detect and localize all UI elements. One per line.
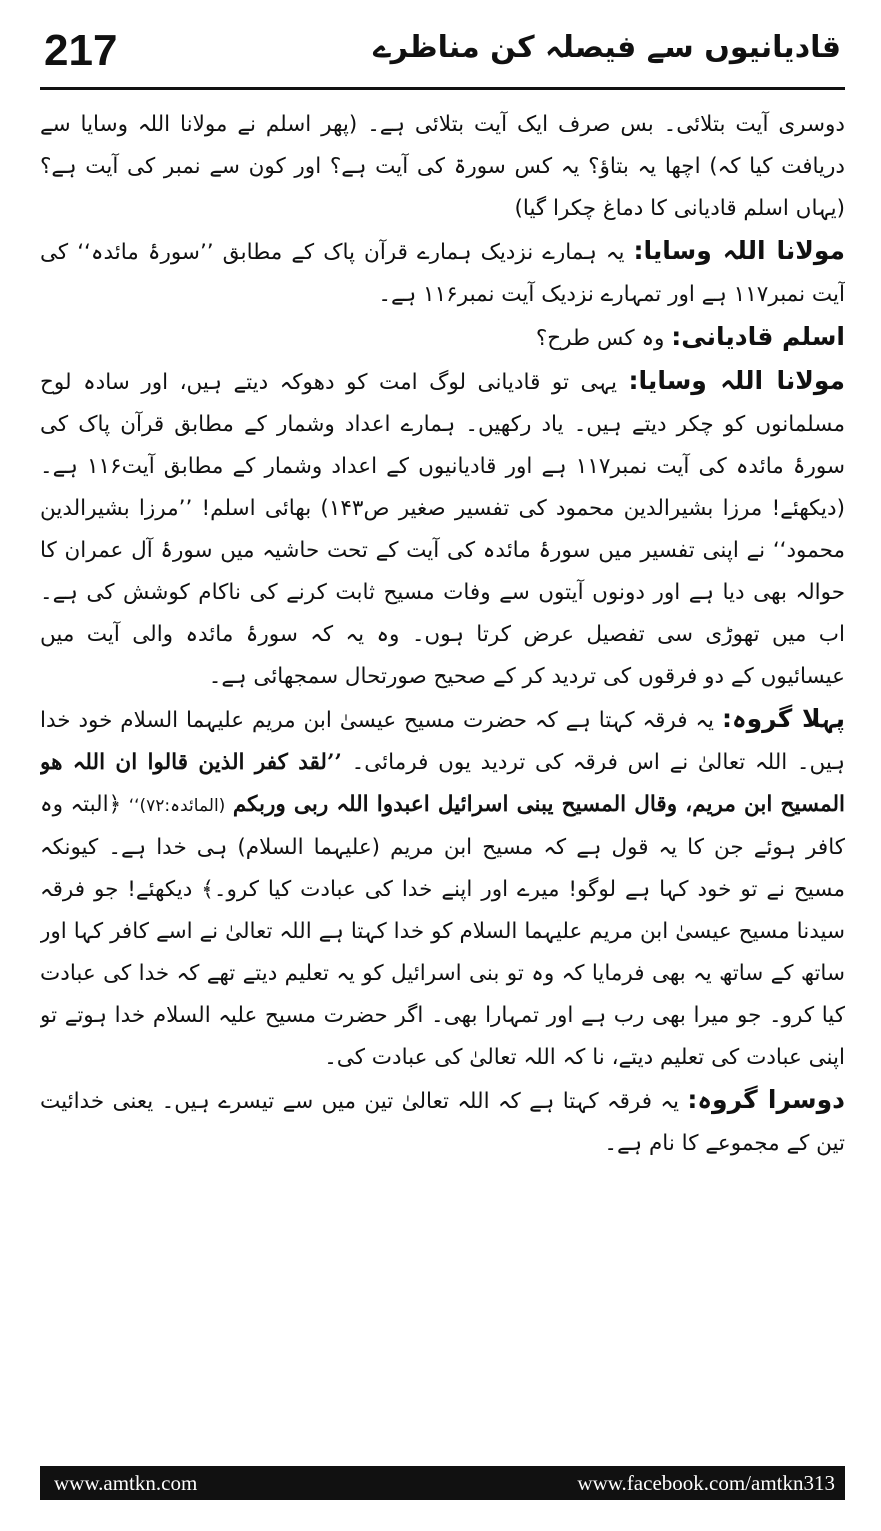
body-text: [40, 104, 845, 1444]
speaker-label: مولانا اللہ وسایا:: [633, 236, 845, 265]
verse-translation: ﴿البتہ وہ کافر ہوئے جن کا یہ قول ہے کہ مسیح ابن مریم (علیہما السلام) ہی خدا ہے۔ کیونکہ مسیح نے تو خود کہا ہے لوگو! میرے اور اپنے خدا کی عبادت کیا کرو۔﴾ دیکھئے! جو فرقہ سیدنا مسیح عیسیٰ ابن مریم علیہما السلام کو خدا کہتا ہے اللہ تعالیٰ نے اسے کافر کہا اور ساتھ کے ساتھ یہ بھی فرمایا کہ وہ تو بنی اسرائیل کو یہ تعلیم دیتے تھے کہ خدا کی عبادت کیا کرو۔ جو میرا بھی رب ہے اور تمہارا بھی۔ اگر حضرت مسیح علیہ السلام خدا ہوتے تو اپنی عبادت کی تعلیم دیتے، نا کہ اللہ تعالیٰ کی عبادت کی۔: [40, 792, 845, 1070]
page-footer: [40, 1466, 845, 1500]
speaker-label: اسلم قادیانی:: [671, 322, 845, 351]
paragraph-4: [40, 360, 845, 698]
paragraph-5: [40, 698, 845, 1079]
paragraph-6: [40, 1079, 845, 1165]
speaker-label: پہلا گروہ:: [721, 704, 845, 733]
paragraph-2: [40, 230, 845, 316]
paragraph-text: وہ کس طرح؟: [535, 326, 665, 351]
paragraph-3: [40, 316, 845, 360]
paragraph-text: یہ فرقہ کہتا ہے کہ اللہ تعالیٰ تین میں سے تیسرے ہیں۔ یعنی خدائیت تین کے مجموعے کا نام ہے۔: [40, 1089, 845, 1156]
speaker-label: دوسرا گروہ:: [687, 1085, 845, 1114]
header-rule: [40, 87, 845, 90]
facebook-link[interactable]: www.facebook.com/amtkn313: [577, 1471, 835, 1495]
speaker-label: مولانا اللہ وسایا:: [628, 366, 845, 395]
running-title: قادیانیوں سے فیصلہ کن مناظرے: [373, 30, 841, 65]
paragraph-text: یہ فرقہ کہتا ہے کہ حضرت مسیح عیسیٰ ابن مریم علیہما السلام خود خدا ہیں۔ اللہ تعالیٰ نے اس فرقہ کی تردید یوں فرمائی۔: [40, 708, 845, 775]
paragraph-text: یہ ہمارے نزدیک ہمارے قرآن پاک کے مطابق ’’سورۂ مائدہ‘‘ کی آیت نمبر۱۱۷ ہے اور تمہارے نزدیک آیت نمبر۱۱۶ ہے۔: [40, 240, 845, 307]
page-header: [40, 22, 845, 90]
website-link[interactable]: www.amtkn.com: [54, 1471, 198, 1495]
verse-reference: (المائدہ:۷۲)‘‘: [128, 796, 226, 816]
paragraph-text: یہی تو قادیانی لوگ امت کو دھوکہ دیتے ہیں، اور سادہ لوح مسلمانوں کو چکر دیتے ہیں۔ یاد رکھیں۔ ہمارے اعداد وشمار کے مطابق قرآن پاک کی سورۂ مائدہ کی آیت نمبر۱۱۷ ہے اور قادیانیوں کے اعداد وشمار کے مطابق آیت۱۱۶ ہے۔ (دیکھئے! مرزا بشیرالدین محمود کی تفسیر صغیر ص۱۴۳) بھائی اسلم! ’’مرزا بشیرالدین محمود‘‘ نے اپنی تفسیر میں سورۂ مائدہ کی آیت کے تحت حاشیہ میں سورۂ آل عمران کا حوالہ بھی دیا ہے اور دونوں آیتوں سے وفات مسیح ثابت کرنے کی ناکام کوشش کی ہے۔ اب میں تھوڑی سی تفصیل عرض کرتا ہوں۔ وہ یہ کہ سورۂ مائدہ والی آیت میں عیسائیوں کے دو فرقوں کی تردید کر کے صحیح صورتحال سمجھائی ہے۔: [40, 370, 845, 689]
paragraph-1: دوسری آیت بتلائی۔ بس صرف ایک آیت بتلائی ہے۔ (پھر اسلم نے مولانا اللہ وسایا سے دریافت کیا کہ) اچھا یہ بتاؤ؟ یہ کس سورۃ کی آیت ہے؟ اور کون سے نمبر کی آیت ہے؟ (یہاں اسلم قادیانی کا دماغ چکرا گیا): [40, 112, 845, 221]
quran-verse: ’’لقد کفر الذین قالوا ان اللہ ھو المسیح ابن مریم، وقال المسیح یبنی اسرائیل اعبدوا اللہ ربی وربکم: [40, 750, 845, 817]
page-number: 217: [44, 26, 118, 75]
